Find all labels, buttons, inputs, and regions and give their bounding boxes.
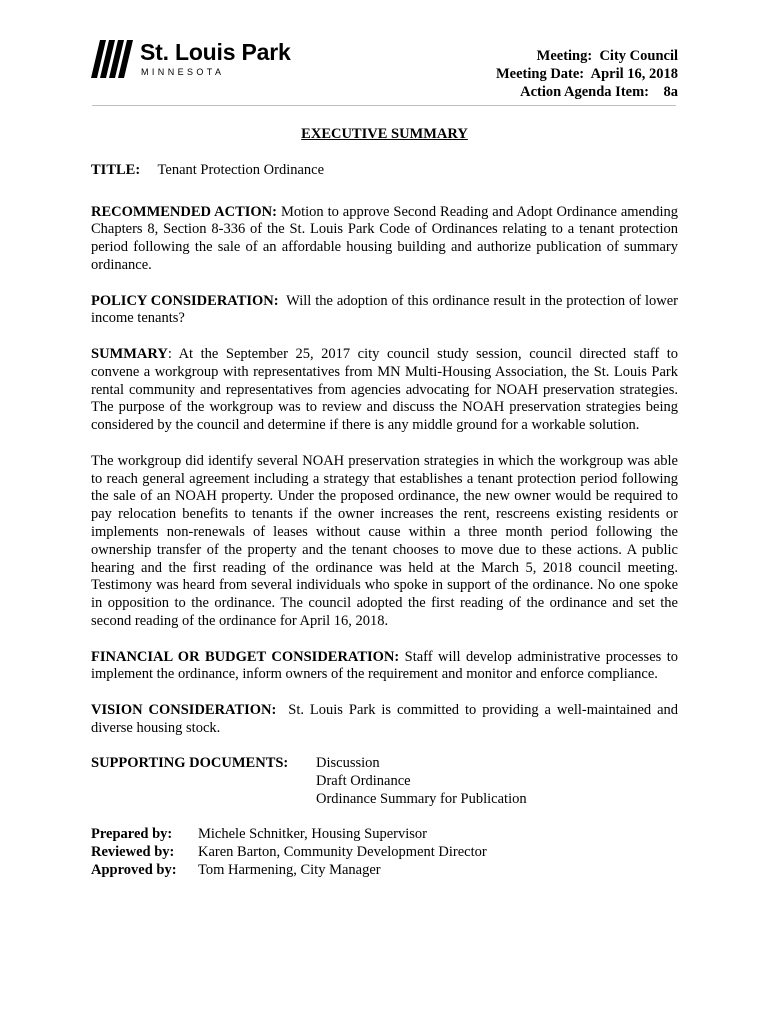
approved-by-value: Tom Harmening, City Manager — [198, 862, 381, 879]
supporting-document-item: Draft Ordinance — [316, 773, 411, 790]
vision-consideration-text: St. Louis Park is committed to providing a well-maintained and diverse housing stock. — [91, 701, 679, 736]
header-divider — [92, 105, 676, 106]
agenda-item-label: Action Agenda Item: — [520, 84, 649, 100]
agenda-item-row — [496, 83, 678, 101]
summary-label: SUMMARY — [91, 345, 168, 362]
financial-consideration-section — [91, 649, 678, 685]
policy-consideration-section — [91, 293, 678, 329]
logo-stripes-icon — [90, 38, 138, 80]
financial-consideration-label: FINANCIAL OR BUDGET CONSIDERATION: — [91, 648, 400, 665]
meeting-info — [496, 47, 678, 101]
vision-consideration-section — [91, 702, 678, 738]
summary-text: : At the September 25, 2017 city council study session, council directed staff to convene a workgroup with representatives from MN Multi-Housing Association, the St. Louis Park rental community and representatives from agencies advocating for NOAH preservation strategies. The purpose of the workgroup was to review and discuss the NOAH preservation strategies being considered by the council and determine if there is any middle ground for a workable solution. — [91, 345, 678, 434]
meeting-date-label: Meeting Date: — [495, 66, 585, 82]
recommended-action-section — [91, 204, 678, 275]
title-label: TITLE: — [91, 161, 141, 178]
supporting-documents-label: SUPPORTING DOCUMENTS: — [91, 755, 289, 772]
supporting-document-item: Ordinance Summary for Publication — [316, 790, 527, 807]
logo-state: MINNESOTA — [141, 67, 225, 77]
prepared-by-value: Michele Schnitker, Housing Supervisor — [198, 826, 427, 843]
title-section — [91, 162, 678, 180]
logo-name: St. Louis Park — [140, 39, 291, 65]
reviewed-by-label: Reviewed by: — [91, 844, 175, 861]
supporting-document-item: Discussion — [316, 755, 380, 772]
supporting-documents-section — [91, 755, 678, 808]
supporting-documents-list — [316, 755, 527, 808]
workgroup-paragraph: The workgroup did identify several NOAH preservation strategies in which the workgroup was able to reach general agreement including a strategy that establishes a tenant protection period following the sale of an NOAH property. Under the proposed ordinance, the new owner would be required to pay relocation benefits to tenants if the owner increases the rent, rescreens existing residents or implements non-renewals of leases without cause within a three month period following the ownership transfer of the property and the tenant chooses to move due to these actions. A public hearing and the first reading of the ordinance was held at the March 5, 2018 council meeting. Testimony was heard from several individuals who spoke in support of the ordinance. No one spoke in opposition to the ordinance. The council adopted the first reading of the ordinance and set the second reading of the ordinance for April 16, 2018. — [91, 452, 678, 629]
prepared-by-label: Prepared by: — [91, 826, 173, 843]
meeting-label: Meeting: — [536, 48, 593, 64]
policy-consideration-text: Will the adoption of this ordinance result in the protection of lower income tenants? — [91, 292, 678, 327]
meeting-date-value: April 16, 2018 — [590, 66, 678, 82]
meeting-date-row — [496, 65, 678, 83]
policy-consideration-label: POLICY CONSIDERATION: — [91, 292, 279, 309]
financial-consideration-text: Staff will develop administrative processes to implement the ordinance, inform owners of the requirement and monitor and enforce compliance. — [91, 648, 678, 683]
approved-by-label: Approved by: — [91, 862, 177, 879]
vision-consideration-label: VISION CONSIDERATION: — [91, 701, 277, 718]
signoff-section — [91, 826, 678, 879]
document-heading: EXECUTIVE SUMMARY — [301, 126, 468, 142]
meeting-value: City Council — [599, 48, 678, 64]
recommended-action-label: RECOMMENDED ACTION: — [91, 203, 277, 220]
recommended-action-text: Motion to approve Second Reading and Adopt Ordinance amending Chapters 8, Section 8-336 of the St. Louis Park Code of Ordinances relating to a tenant protection period following the sale of an affordable housing building and authorize publication of summary ordinance. — [91, 203, 679, 273]
document-body — [91, 126, 678, 880]
agenda-item-value: 8a — [663, 84, 678, 100]
summary-section — [91, 346, 678, 435]
meeting-row — [496, 47, 678, 65]
title-value: Tenant Protection Ordinance — [157, 161, 325, 178]
city-logo — [90, 38, 300, 82]
reviewed-by-value: Karen Barton, Community Development Director — [198, 844, 487, 861]
